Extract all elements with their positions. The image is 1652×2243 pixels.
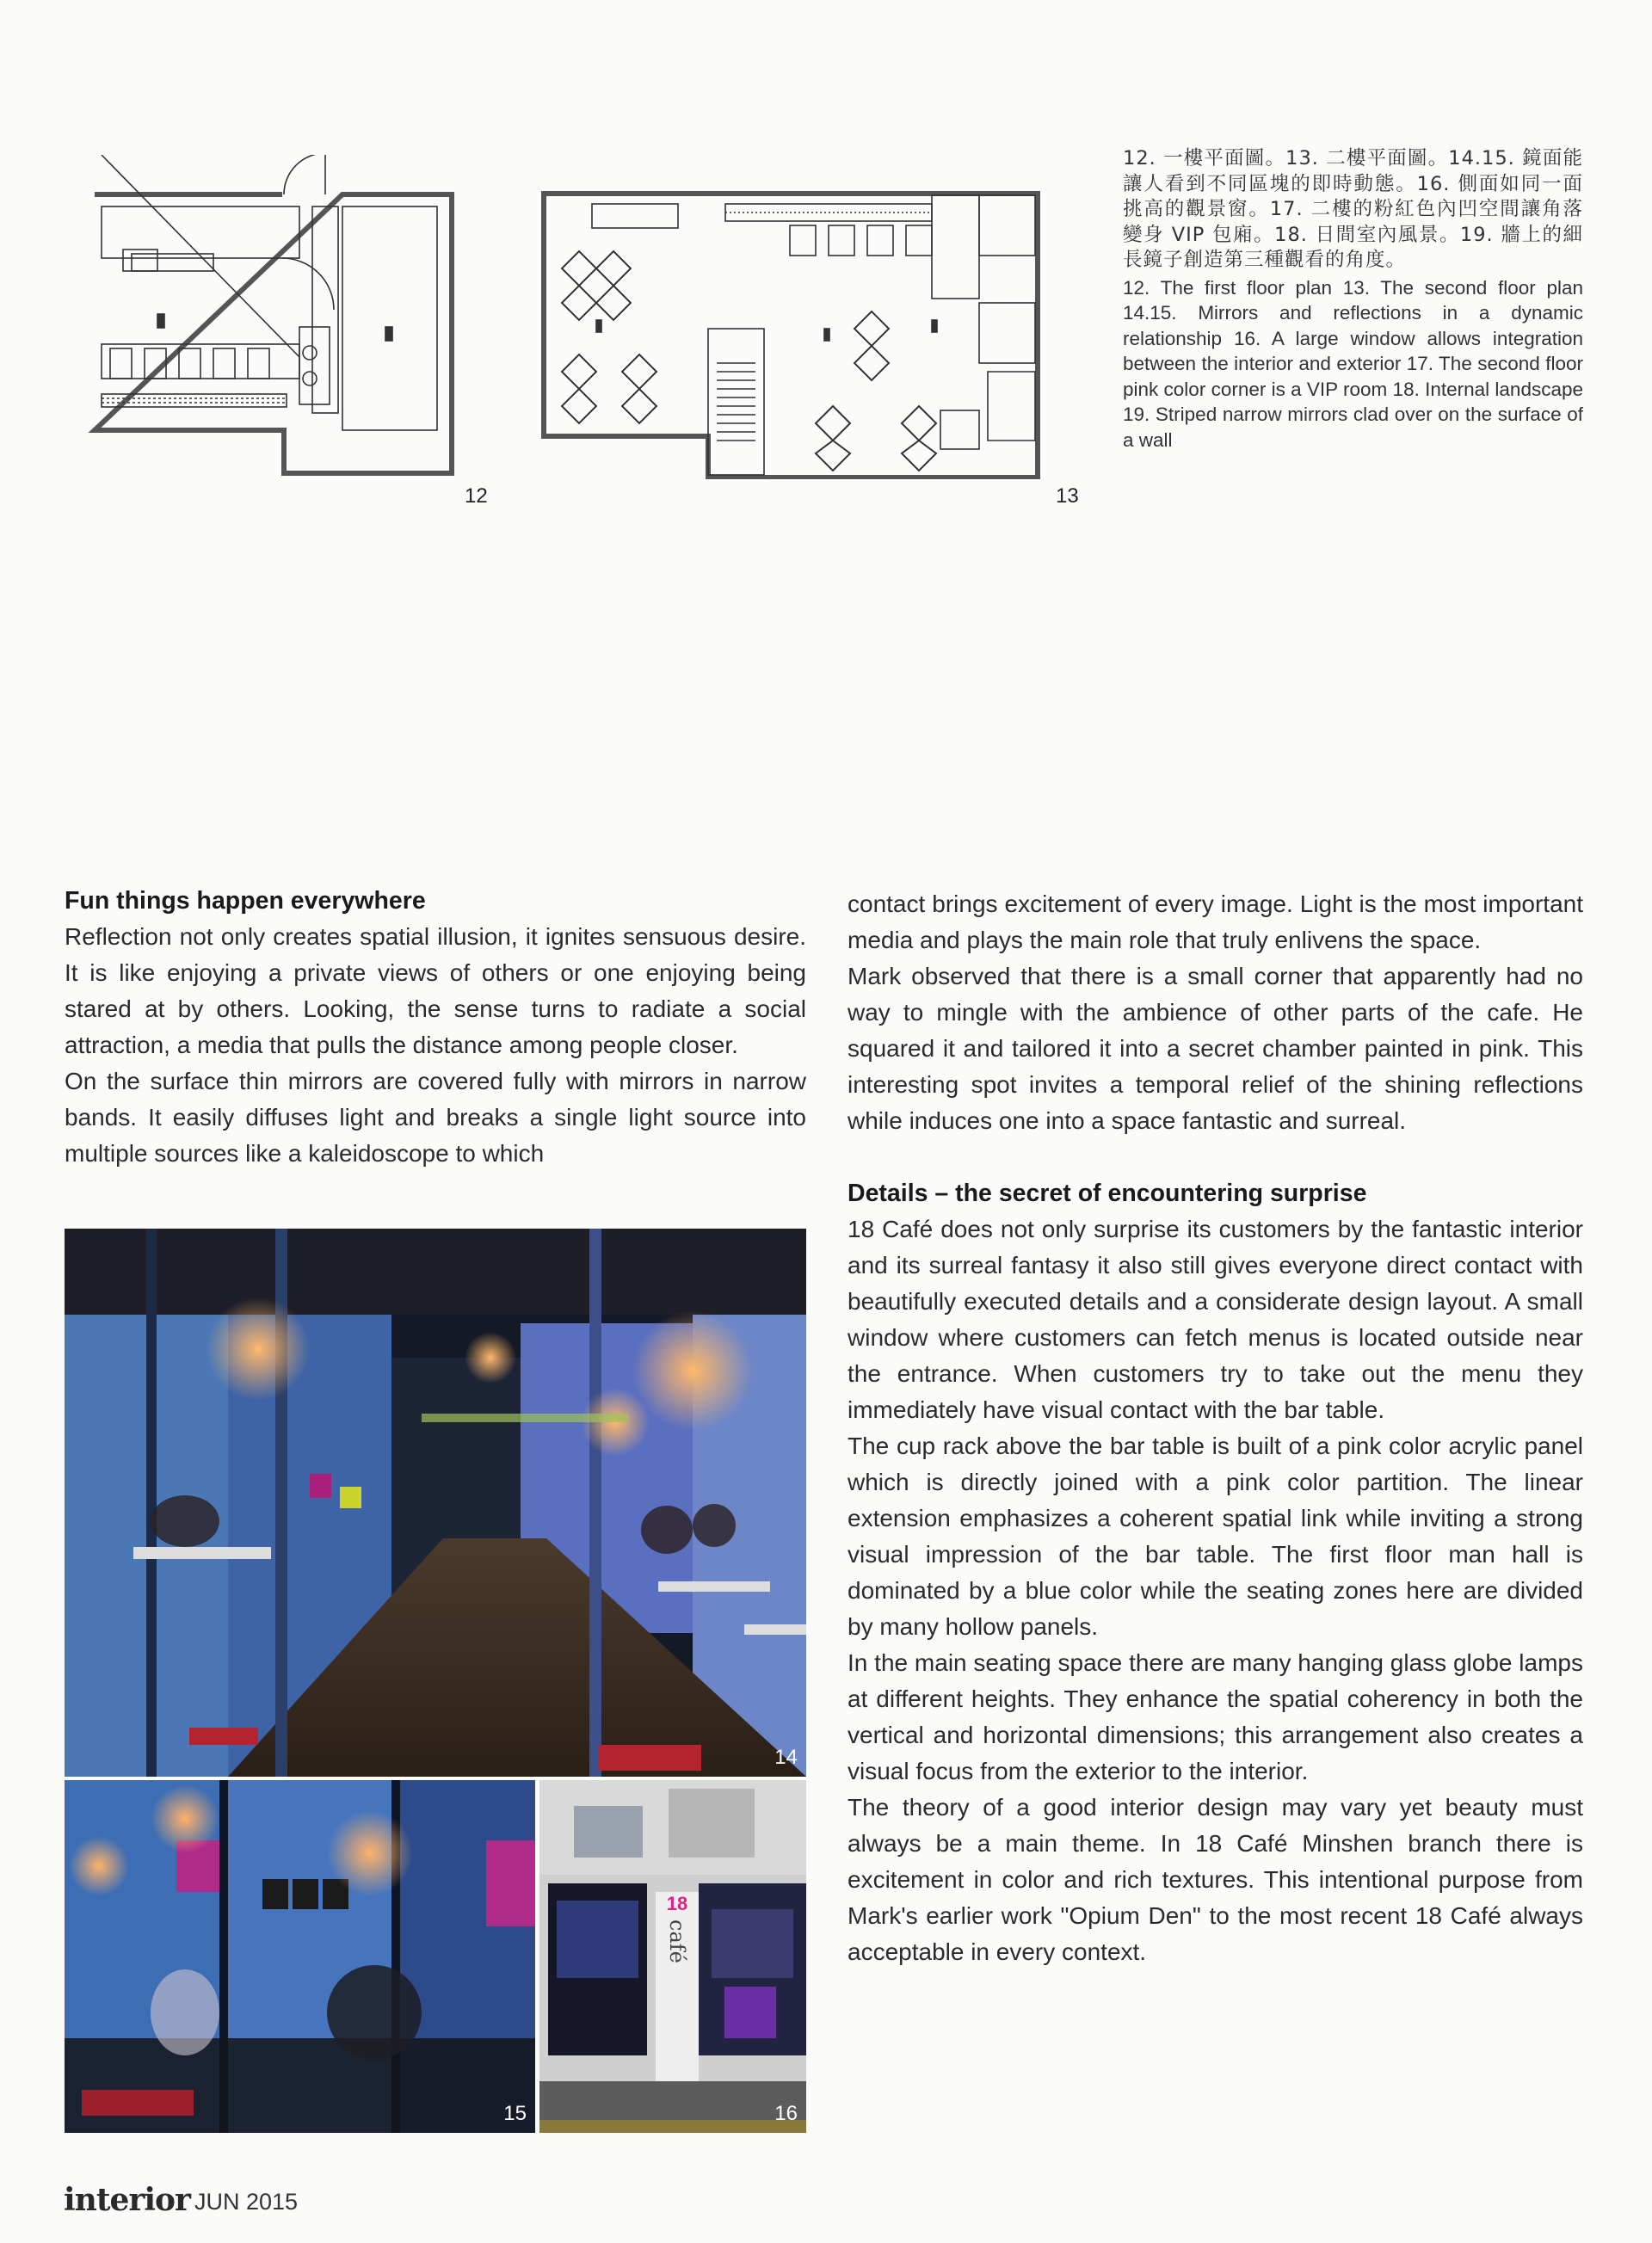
photo-number-16: 16 [774,2102,798,2125]
section-heading-details: Details – the secret of encountering surprise [848,1180,1367,1207]
paragraph: contact brings excitement of every image. Light is the most important media and plays the main role that truly enlivens the space. [848,890,1583,953]
caption-english: 12. The first floor plan 13. The second floor plan 14.15. Mirrors and reflections in a dynamic relationship 16. A large window allows integration between the interior and exterior 17. The second floor pink color corner is a VIP room 18. Internal landscape 19. Striped narrow mirrors clad over on the surface of a wall [1123,276,1583,451]
photo-14-dining-hall [65,1229,806,1777]
sign-word: café [665,1919,689,1963]
figure-captions [1123,146,1583,453]
figure-number-12: 12 [465,484,488,508]
photo-number-15: 15 [503,2102,527,2125]
magazine-logo: interior [64,2182,191,2218]
paragraph: Reflection not only creates spatial illusion, it ignites sensuous desire. It is like enjoying a private views of others or one enjoying being stared at by others. Looking, the sense turns to radiate a social attraction, a media that pulls the distance among people closer. [65,923,806,1058]
issue-date: JUN 2015 [194,2189,299,2215]
paragraph: The theory of a good interior design may vary yet beauty must always be a main theme. In 18 Café Minshen branch there is excitement in color and rich textures. This intentional purpose from Mark's earlier work "Opium Den" to the most recent 18 Café always acceptable in every context. [848,1794,1583,1965]
paragraph: In the main seating space there are many hanging glass globe lamps at different heights. They enhance the spatial coherency in both the vertical and horizontal dimensions; this arrangement also creates a visual focus from the exterior to the interior. [848,1649,1583,1784]
figure-number-13: 13 [1056,484,1079,508]
photo-16-exterior [539,1780,806,2133]
left-column [65,883,806,1172]
section-heading-fun-things: Fun things happen everywhere [65,887,426,915]
paragraph: Mark observed that there is a small corner that apparently had no way to mingle with the ambience of other parts of the cafe. He squared it and tailored it into a secret chamber painted in pink. This interesting spot invites a temporal relief of the shining reflections while induces one into a space fantastic and surreal. [848,963,1583,1134]
first-floor-plan [84,155,454,478]
paragraph: On the surface thin mirrors are covered fully with mirrors in narrow bands. It easily diffuses light and breaks a single light source into multiple sources like a kaleidoscope to which [65,1068,806,1167]
right-column [848,886,1583,1970]
cafe-sign [656,1892,699,2012]
second-floor-plan [532,191,1041,479]
photo-15-mirror-hall [65,1780,535,2133]
paragraph: 18 Café does not only surprise its customers by the fantastic interior and its surreal fantasy it also still gives everyone direct contact with beautifully executed details and a considerate design layout. A small window where customers can fetch menus is located outside near the entrance. When customers try to take out the menu they immediately have visual contact with the bar table. [848,1216,1583,1423]
photo-number-14: 14 [774,1746,798,1769]
sign-number: 18 [666,1893,688,1914]
caption-chinese: 12. 一樓平面圖。13. 二樓平面圖。14.15. 鏡面能讓人看到不同區塊的即時動態。16. 側面如同一面挑高的觀景窗。17. 二樓的粉紅色內凹空間讓角落變身 VIP 包廂。18. 日間室內風景。19. 牆上的細長鏡子創造第三種觀看的角度。 [1123,147,1583,271]
paragraph: The cup rack above the bar table is built of a pink color acrylic panel which is directly joined with a pink color partition. The linear extension emphasizes a coherent spatial link while inviting a strong visual impression of the bar table. The first floor man hall is dominated by a blue color while the seating zones here are divided by many hollow panels. [848,1433,1583,1640]
